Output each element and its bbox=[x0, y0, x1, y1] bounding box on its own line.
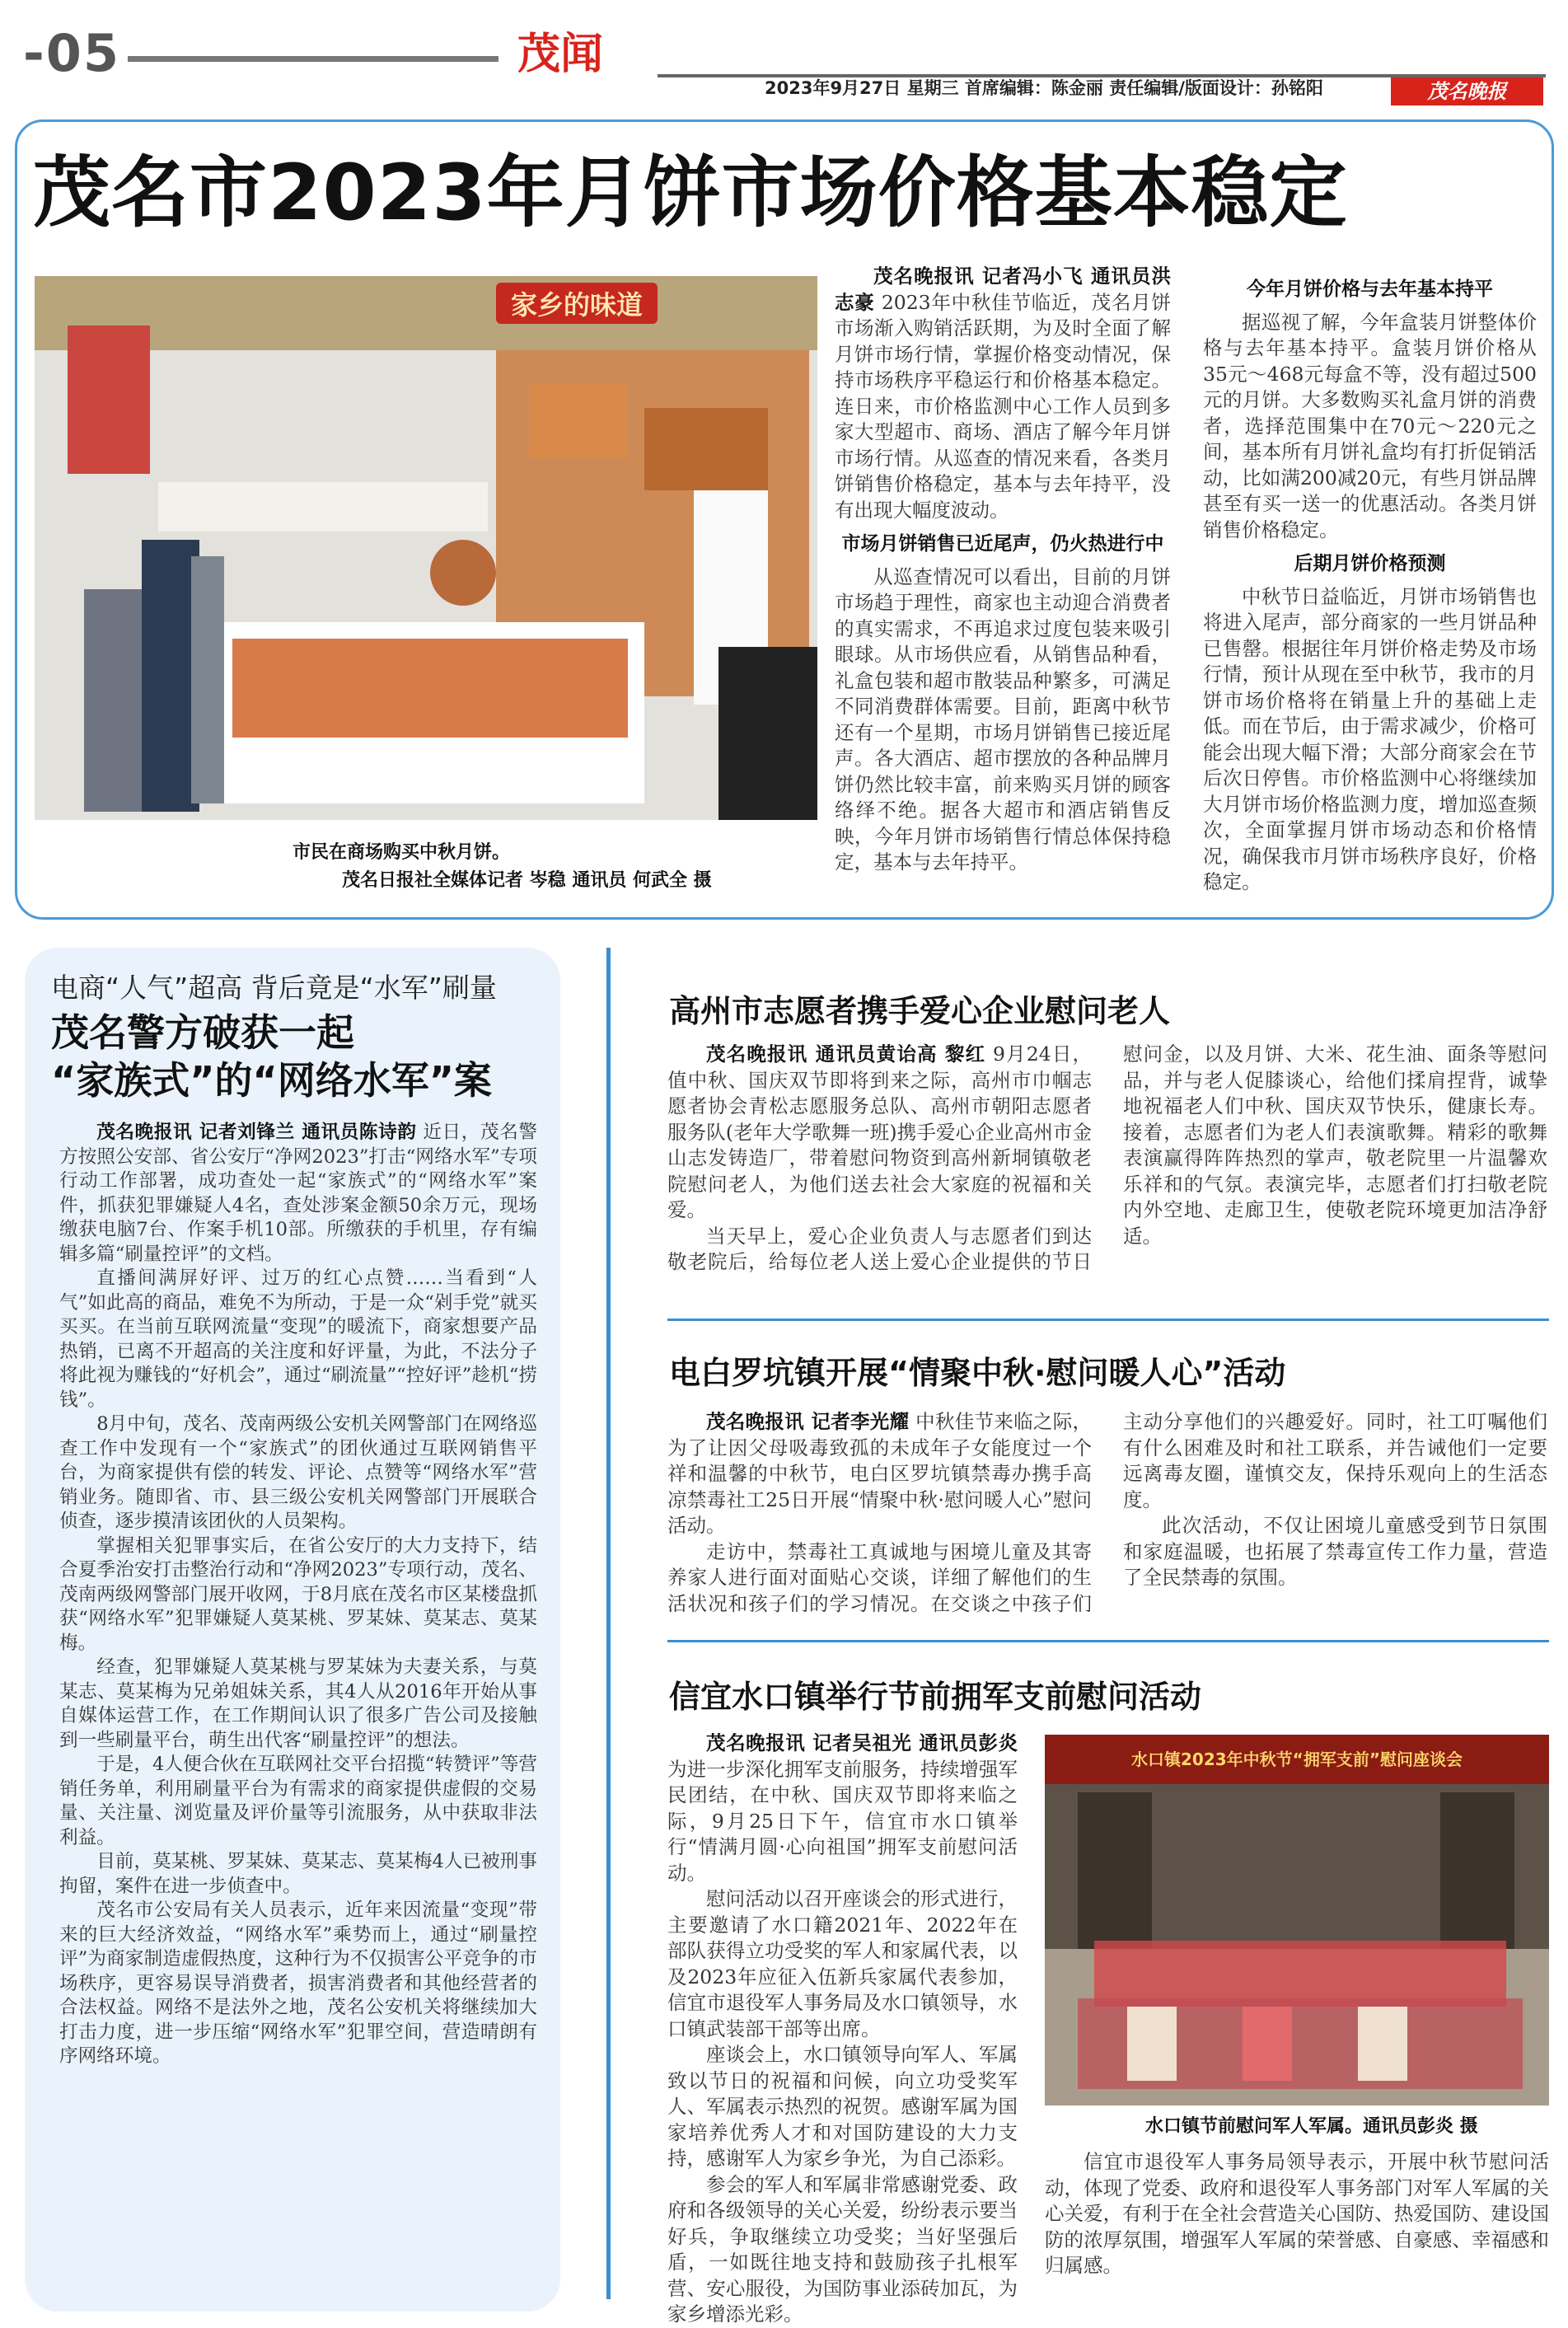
police-headline-1: 茂名警方破获一起 bbox=[51, 1010, 354, 1055]
xinyi-paragraph-3: 座谈会上，水口镇领导向军人、军属致以节日的祝福和问候，向立功受奖军人、军属表示热烈的祝贺。感谢军属为国家培养优秀人才和对国防建设的大力支持，感谢军人为家乡争光，为自己添彩。 bbox=[667, 2043, 1018, 2170]
xinyi-column-1 bbox=[667, 1731, 1018, 2328]
police-paragraph-5: 经查，犯罪嫌疑人莫某桃与罗某妹为夫妻关系，与莫某志、莫某梅为兄弟姐妹关系，其4人从2016年开始从事自媒体运营工作，在工作期间认识了很多广告公司及接触到一些刷量平台，萌生出代客“刷量控评”的想法。 bbox=[59, 1656, 537, 1751]
dianbai-paragraph-3: 此次活动，不仅让困境儿童感受到节日氛围和家庭温暖，也拓展了禁毒宣传工作力量，营造了全民禁毒的氛围。 bbox=[1123, 1514, 1547, 1589]
police-column bbox=[59, 1121, 537, 2069]
police-kicker: 电商“人气”超高 背后竟是“水军”刷量 bbox=[51, 972, 497, 1004]
police-paragraph-7: 目前，莫某桃、罗某妹、莫某志、莫某梅4人已被刑事拘留，案件在进一步侦查中。 bbox=[59, 1851, 537, 1897]
gaozhou-byline: 茂名晚报讯 通讯员黄诒高 黎红 bbox=[706, 1042, 986, 1066]
police-byline: 茂名晚报讯 记者刘锋兰 通讯员陈诗韵 bbox=[96, 1122, 417, 1143]
lead-photo-caption bbox=[293, 839, 820, 895]
xinyi-paragraph-2: 慰问活动以召开座谈会的形式进行，主要邀请了水口籍2021年、2022年在部队获得立功受奖的军人和家属代表，以及2023年应征入伍新兵家属代表参加，信宜市退役军人事务局及水口镇领导，水口镇武装部干部等出席。 bbox=[667, 1887, 1018, 2040]
lead-photo-banner: 家乡的味道 bbox=[496, 283, 658, 324]
gaozhou-headline: 高州市志愿者携手爱心企业慰问老人 bbox=[669, 993, 1171, 1029]
lead-subhead-1: 市场月饼销售已近尾声，仍火热进行中 bbox=[841, 533, 1164, 555]
gaozhou-paragraph-1: 9月24日，值中秋、国庆双节即将到来之际，高州市巾帼志愿者协会青松志愿服务总队、高州市朝阳志愿者服务队(老年大学歌舞一班)携手爱心企业高州市金山志发铸造厂，带着慰问物资到高州新垌镇敬老院慰问老人，为他们送去社会大家庭的祝福和关爱。 bbox=[667, 1042, 1092, 1221]
xinyi-paragraph-5: 信宜市退役军人事务局领导表示，开展中秋节慰问活动，体现了党委、政府和退役军人事务部门对军人军属的关心关爱，有利于在全社会营造关心国防、热爱国防、建设国防的浓厚氛围，增强军人军属的荣誉感、自豪感、幸福感和归属感。 bbox=[1045, 2150, 1549, 2277]
dianbai-headline: 电白罗坑镇开展“情聚中秋·慰问暖人心”活动 bbox=[669, 1355, 1286, 1391]
xinyi-paragraph-4: 参会的军人和军属非常感谢党委、政府和各级领导的关心关爱，纷纷表示要当好兵，争取继续立功受奖；当好坚强后盾，一如既往地支持和鼓励孩子扎根军营、安心服役，为国防事业添砖加瓦，为家乡增添光彩。 bbox=[667, 2172, 1018, 2326]
xinyi-paragraph-1: 为进一步深化拥军支前服务，持续增强军民团结，在中秋、国庆双节即将来临之际，9月25日下午，信宜市水口镇举行“情满月圆·心向祖国”拥军支前慰问活动。 bbox=[667, 1757, 1018, 1885]
divider-1 bbox=[667, 1319, 1549, 1321]
lead-byline: 茂名晚报讯 记者冯小飞 通讯员洪志豪 bbox=[835, 265, 1171, 314]
lead-paragraph-2: 从巡查情况可以看出，目前的月饼市场趋于理性，商家也主动迎合消费者的真实需求，不再追求过度包装来吸引眼球。从市场供应看，从销售品种看，礼盒包装和超市散装品种繁多，可满足不同消费群体需要。目前，距离中秋节还有一个星期，市场月饼销售已接近尾声。各大酒店、超市摆放的各种品牌月饼仍然比较丰富，前来购买月饼的顾客络绎不绝。据各大超市和酒店销售反映，今年月饼市场销售行情总体保持稳定，基本与去年持平。 bbox=[835, 564, 1171, 874]
police-paragraph-1: 近日，茂名警方按照公安部、省公安厅“净网2023”打击“网络水军”专项行动工作部署，成功查处一起“家族式”的“网络水军”案件，抓获犯罪嫌疑人4名，查处涉案金额50余万元，现场缴获电脑7台、作案手机10部。所缴获的手机里，存有编辑多篇“刷量控评”的文档。 bbox=[59, 1122, 537, 1265]
police-paragraph-6: 于是，4人便合伙在互联网社交平台招揽“转赞评”等营销任务单，利用刷量平台为有需求的商家提供虚假的交易量、关注量、浏览量及评价量等引流服务，从中获取非法利益。 bbox=[59, 1754, 537, 1848]
lead-subhead-2: 今年月饼价格与去年基本持平 bbox=[1247, 279, 1493, 300]
masthead-rule-left bbox=[128, 56, 498, 62]
xinyi-column-2 bbox=[1045, 2149, 1549, 2279]
dianbai-paragraph-1: 中秋佳节来临之际，为了让因父母吸毒致孤的未成年子女能度过一个祥和温馨的中秋节，电白区罗坑镇禁毒办携手高凉禁毒社工25日开展“情聚中秋·慰问暖人心”慰问活动。 bbox=[667, 1410, 1092, 1537]
paper-logo: 茂名晚报 bbox=[1391, 77, 1543, 105]
dianbai-paragraph-2: 走访中，禁毒社工真诚地与困境儿童及其寄养家人进行面对面贴心交谈，详细了解他们的生活状况和孩子们的学习情况。在交谈之中孩子们主动分享他们的兴趣爱好。同时，社工叮嘱他们有什么困难及时和社工联系，并告诫他们一定要远离毒友圈，谨慎交友，保持乐观向上的生活态度。 bbox=[667, 1410, 1547, 1615]
police-paragraph-8: 茂名市公安局有关人员表示，近年来因流量“变现”带来的巨大经济效益，“网络水军”乘势而上，通过“刷量控评”为商家制造虚假热度，这种行为不仅损害公平竞争的市场秩序，更容易误导消费者，损害消费者和其他经营者的合法权益。网络不是法外之地，茂名公安机关将继续加大打击力度，进一步压缩“网络水军”犯罪空间，营造晴朗有序网络环境。 bbox=[59, 1899, 537, 2067]
gaozhou-paragraph-2: 当天早上，爱心企业负责人与志愿者们到达敬老院后，给每位老人送上爱心企业提供的节日慰问金，以及月饼、大米、花生油、面条等慰问品，并与老人促膝谈心，给他们揉肩捏背，诚挚地祝福老人们中秋、国庆双节快乐，健康长寿。接着，志愿者们为老人们表演歌舞。精彩的歌舞表演赢得阵阵热烈的掌声，敬老院里一片温馨欢乐祥和的气氛。表演完毕，志愿者们打扫敬老院内外空地、走廊卫生，使敬老院环境更加洁净舒适。 bbox=[667, 1042, 1547, 1273]
xinyi-photo-banner: 水口镇2023年中秋节“拥军支前”慰问座谈会 bbox=[1131, 1750, 1463, 1769]
xinyi-photo bbox=[1045, 1735, 1549, 2106]
police-paragraph-2: 直播间满屏好评、过万的红心点赞……当看到“人气”如此高的商品，难免不为所动，于是一众“剁手党”就买买买。在当前互联网流量“变现”的暖流下，商家想要产品热销，已离不开超高的关注度和好评量，为此，不法分子将此视为赚钱的“好机会”，通过“刷流量”“控好评”趁机“捞钱”。 bbox=[59, 1267, 537, 1411]
page-number: -05 bbox=[23, 23, 121, 83]
section-name: 茂闻 bbox=[517, 30, 604, 79]
gaozhou-text bbox=[667, 1042, 1547, 1281]
mooncake-market-illustration bbox=[35, 276, 817, 820]
dianbai-text bbox=[667, 1409, 1547, 1623]
dianbai-byline: 茂名晚报讯 记者李光耀 bbox=[706, 1410, 910, 1433]
xinyi-headline: 信宜水口镇举行节前拥军支前慰问活动 bbox=[669, 1679, 1202, 1715]
xinyi-photo-caption: 水口镇节前慰问军人军属。通讯员彭炎 摄 bbox=[1145, 2116, 1478, 2137]
lead-subhead-3: 后期月饼价格预测 bbox=[1294, 553, 1446, 574]
group-photo-illustration bbox=[1045, 1735, 1549, 2106]
lead-paragraph-4: 中秋节日益临近，月饼市场销售也将进入尾声，部分商家的一些月饼品种已售罄。根据往年月饼价格走势及市场行情，预计从现在至中秋节，我市的月饼市场价格将在销量上升的基础上走低。而在节后，由于需求减少，价格可能会出现大幅下滑；大部分商家会在节后次日停售。市价格监测中心将继续加大月饼市场价格监测力度，增加巡查频次，全面掌握月饼市场动态和价格情况，确保我市月饼市场秩序良好，价格稳定。 bbox=[1203, 584, 1537, 893]
lead-column-1 bbox=[835, 264, 1171, 876]
lead-headline: 茂名市2023年月饼市场价格基本稳定 bbox=[33, 148, 1348, 238]
lead-paragraph-1: 2023年中秋佳节临近，茂名月饼市场渐入购销活跃期，为及时全面了解月饼市场行情，掌握价格变动情况，保持市场秩序平稳运行和价格基本稳定。连日来，市价格监测中心工作人员到多家大型超市、商场、酒店了解今年月饼市场行情。从巡查的情况来看，各类月饼销售价格稳定，基本与去年持平，没有出现大幅度波动。 bbox=[835, 290, 1171, 522]
lead-paragraph-3: 据巡视了解，今年盒装月饼整体价格与去年基本持平。盒装月饼价格从35元～468元每盒不等，没有超过500元的月饼。大多数购买礼盒月饼的消费者，选择范围集中在70元～220元之间，基本所有月饼礼盒均有打折促销活动，比如满200减20元，有些月饼品牌甚至有买一送一的优惠活动。各类月饼销售价格稳定。 bbox=[1203, 310, 1537, 541]
police-paragraph-4: 掌握相关犯罪事实后，在省公安厅的大力支持下，结合夏季治安打击整治行动和“净网2023”专项行动，茂名、茂南两级网警部门展开收网，于8月底在茂名市区某楼盘抓获“网络水军”犯罪嫌疑人莫某桃、罗某妹、莫某志、莫某梅。 bbox=[59, 1534, 537, 1654]
lead-photo-caption-line2: 茂名日报社全媒体记者 岑稳 通讯员 何武全 摄 bbox=[342, 870, 712, 891]
lead-photo-caption-line1: 市民在商场购买中秋月饼。 bbox=[293, 842, 511, 863]
date-line: 2023年9月27日 星期三 首席编辑：陈金丽 责任编辑/版面设计：孙铭阳 bbox=[765, 78, 1323, 98]
xinyi-byline: 茂名晚报讯 记者吴祖光 通讯员彭炎 bbox=[706, 1731, 1018, 1754]
police-paragraph-3: 8月中旬，茂名、茂南两级公安机关网警部门在网络巡查工作中发现有一个“家族式”的团伙通过互联网销售平台，为商家提供有偿的转发、评论、点赞等“网络水军”营销业务。随即省、市、县三级公安机关网警部门开展联合侦查，逐步摸清该团伙的人员架构。 bbox=[59, 1413, 537, 1532]
police-headline-2: “家族式”的“网络水军”案 bbox=[51, 1058, 492, 1103]
divider-2 bbox=[667, 1640, 1549, 1642]
lead-column-2 bbox=[1203, 272, 1537, 896]
column-divider bbox=[606, 948, 611, 2299]
lead-photo bbox=[35, 276, 817, 820]
